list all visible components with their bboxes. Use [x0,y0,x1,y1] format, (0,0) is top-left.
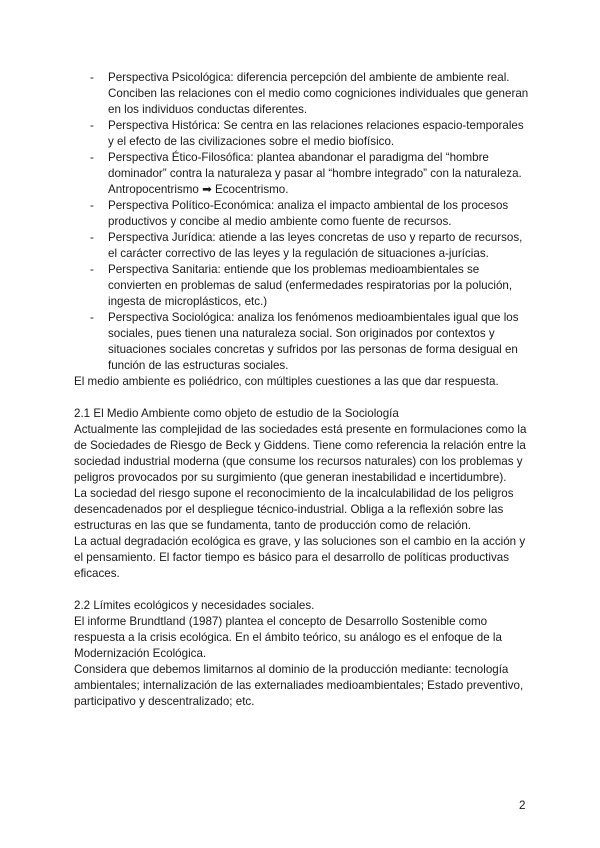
bullet-text: Perspectiva Sanitaria: entiende que los problemas medioambientales se convierten en problemas de salud (enfermedades respiratorias por la polución, ingesta de microplásticos, etc.) [108,263,513,308]
paragraph: La sociedad del riesgo supone el reconocimiento de la incalculabilidad de los peligros desencadenados por el despliegue técnico-industrial. Obliga a la reflexión sobre las estructuras en las que se fundamenta, tanto de producción como de relación. [74,487,514,532]
bullet-text: Perspectiva Ético-Filosófica: plantea abandonar el paradigma del “hombre dominador” contra la naturaleza y pasar al “hombre integrado” con la naturaleza. Antropocentrismo ➡ Ecocentrismo. [108,151,522,196]
page-number: 2 [519,799,526,812]
bullet-dash: - [90,151,94,164]
bullet-text: Perspectiva Histórica: Se centra en las relaciones relaciones espacio-temporales y el efecto de las civilizaciones sobre el medio biofísico. [108,119,524,148]
paragraph: El informe Brundtland (1987) plantea el concepto de Desarrollo Sostenible como respuesta a la crisis ecológica. En el ámbito teórico, su análogo es el enfoque de la Modernización Ecológica. [74,615,502,660]
list-item [74,310,530,374]
bullet-text: Perspectiva Sociológica: analiza los fenómenos medioambientales igual que los sociales, pues tienen una naturaleza social. Son originados por contextos y situaciones sociales concretas y sufridos por las personas de forma desigual en función de las estructuras sociales. [108,311,519,372]
list-item [74,198,530,230]
paragraph: Actualmente las complejidad de las sociedades está presente en formulaciones como la de Sociedades de Riesgo de Beck y Giddens. Tiene como referencia la relación entre la sociedad industrial moderna (que consume los recursos naturales) con los problemas y peligros provocados por su surgimiento (que generan inestabilidad e incertidumbre). [74,423,527,484]
list-item [74,70,530,118]
closing-paragraph: El medio ambiente es poliédrico, con múltiples cuestiones a las que dar respuesta. [74,375,499,388]
spacer [74,582,530,598]
bullet-text: Perspectiva Político-Económica: analiza el impacto ambiental de los procesos productivos y concibe al medio ambiente como fuente de recursos. [108,199,509,228]
bullet-text: Perspectiva Psicológica: diferencia percepción del ambiente de ambiente real. Conciben las relaciones con el medio como cogniciones individuales que generan en los individuos conductas diferentes. [108,71,529,116]
bullet-dash: - [90,263,94,276]
section-heading-2-2: 2.2 Límites ecológicos y necesidades sociales. [74,599,315,612]
bullet-dash: - [90,119,94,132]
paragraph: Considera que debemos limitarnos al dominio de la producción mediante: tecnología ambientales; internalización de las externaliades medioambientales; Estado preventivo, participativo y descentralizado; etc. [74,663,524,708]
paragraph: La actual degradación ecológica es grave, y las soluciones son el cambio en la acción y el pensamiento. El factor tiempo es básico para el desarrollo de políticas productivas eficaces. [74,535,526,580]
list-item [74,262,530,310]
section-heading-2-1: 2.1 El Medio Ambiente como objeto de estudio de la Sociología [74,407,399,420]
bullet-dash: - [90,231,94,244]
list-item [74,118,530,150]
perspectives-list [74,70,530,374]
spacer [74,390,530,406]
bullet-dash: - [90,199,94,212]
bullet-dash: - [90,71,94,84]
list-item [74,150,530,198]
bullet-dash: - [90,311,94,324]
bullet-text: Perspectiva Jurídica: atiende a las leyes concretas de uso y reparto de recursos, el carácter correctivo de las leyes y la regulación de situaciones a-jurícias. [108,231,523,260]
document-body [74,70,530,710]
list-item [74,230,530,262]
